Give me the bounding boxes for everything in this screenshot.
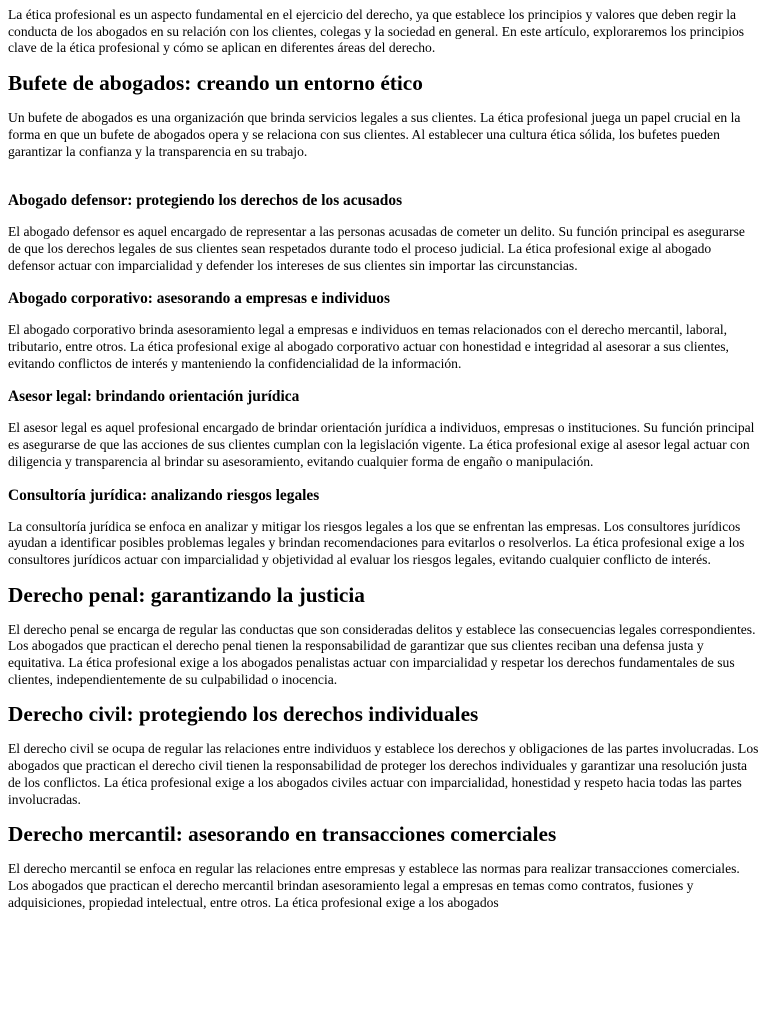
heading-defensor: Abogado defensor: protegiendo los derechos de los acusados [8, 192, 403, 210]
paragraph-mercantil: El derecho mercantil se enfoca en regular las relaciones entre empresas y establece las normas para realizar transacciones comerciales. Los abogados que practican el derecho mercantil brindan asesoramiento legal a empresas en temas como contratos, fusiones y adquisiciones, propiedad intelectual, entre otros. La ética profesional exige a los abogados [8, 861, 740, 910]
heading-corporativo: Abogado corporativo: asesorando a empresas e individuos [8, 290, 390, 308]
heading-asesor: Asesor legal: brindando orientación jurídica [8, 388, 300, 406]
heading-bufete: Bufete de abogados: creando un entorno ético [8, 71, 423, 96]
intro-paragraph: La ética profesional es un aspecto fundamental en el ejercicio del derecho, ya que establece los principios y valores que deben regir la conducta de los abogados en su relación con los clientes, colegas y la sociedad en general. En este artículo, exploraremos los principios clave de la ética profesional y cómo se aplican en diferentes áreas del derecho. [8, 7, 745, 56]
heading-mercantil: Derecho mercantil: asesorando en transacciones comerciales [8, 822, 557, 847]
heading-penal: Derecho penal: garantizando la justicia [8, 582, 365, 607]
paragraph-corporativo: El abogado corporativo brinda asesoramiento legal a empresas e individuos en temas relacionados con el derecho mercantil, laboral, tributario, entre otros. La ética profesional exige al abogado corporativo actuar con honestidad e integridad al asesorar a sus clientes, evitando conflictos de interés y manteniendo la confidencialidad de la información. [8, 322, 729, 371]
paragraph-consultoria: La consultoría jurídica se enfoca en analizar y mitigar los riesgos legales a los que se enfrentan las empresas. Los consultores jurídicos ayudan a identificar posibles problemas legales y brindan recomendaciones para evitarlos o resolverlos. La ética profesional exige a los consultores jurídicos actuar con imparcialidad y objetividad al evaluar los riesgos legales, evitando cualquier conflicto de interés. [8, 518, 745, 567]
heading-civil: Derecho civil: protegiendo los derechos individuales [8, 702, 479, 727]
paragraph-asesor: El asesor legal es aquel profesional encargado de brindar orientación jurídica a individuos, empresas o instituciones. Su función principal es asegurarse de que las acciones de sus clientes cumplan con la legislación vigente. La ética profesional exige al asesor legal actuar con diligencia y transparencia al brindar su asesoramiento, evitando cualquier forma de engaño o manipulación. [8, 420, 755, 469]
paragraph-civil: El derecho civil se ocupa de regular las relaciones entre individuos y establece los derechos y obligaciones de las partes involucradas. Los abogados que practican el derecho civil tienen la responsabilidad de proteger los derechos individuales y garantizar una resolución justa de los conflictos. La ética profesional exige a los abogados civiles actuar con imparcialidad, honestidad y respeto hacia todas las partes involucradas. [8, 741, 759, 807]
heading-consultoria: Consultoría jurídica: analizando riesgos legales [8, 486, 320, 504]
paragraph-bufete: Un bufete de abogados es una organización que brinda servicios legales a sus clientes. La ética profesional juega un papel crucial en la forma en que un bufete de abogados opera y se relaciona con sus clientes. Al establecer una cultura ética sólida, los bufetes pueden garantizar la confianza y la transparencia en su trabajo. [8, 110, 741, 159]
paragraph-penal: El derecho penal se encarga de regular las conductas que son consideradas delitos y establece las consecuencias legales correspondientes. Los abogados que practican el derecho penal tienen la responsabilidad de garantizar que sus clientes reciban una defensa justa y equitativa. La ética profesional exige a los abogados penalistas actuar con imparcialidad y respetar los derechos fundamentales de sus clientes, independientemente de su culpabilidad o inocencia. [8, 621, 756, 687]
paragraph-defensor: El abogado defensor es aquel encargado de representar a las personas acusadas de cometer un delito. Su función principal es asegurarse de que los derechos legales de sus clientes sean respetados durante todo el proceso judicial. La ética profesional exige al abogado defensor actuar con imparcialidad y defender los intereses de sus clientes sin importar las circunstancias. [8, 224, 745, 273]
